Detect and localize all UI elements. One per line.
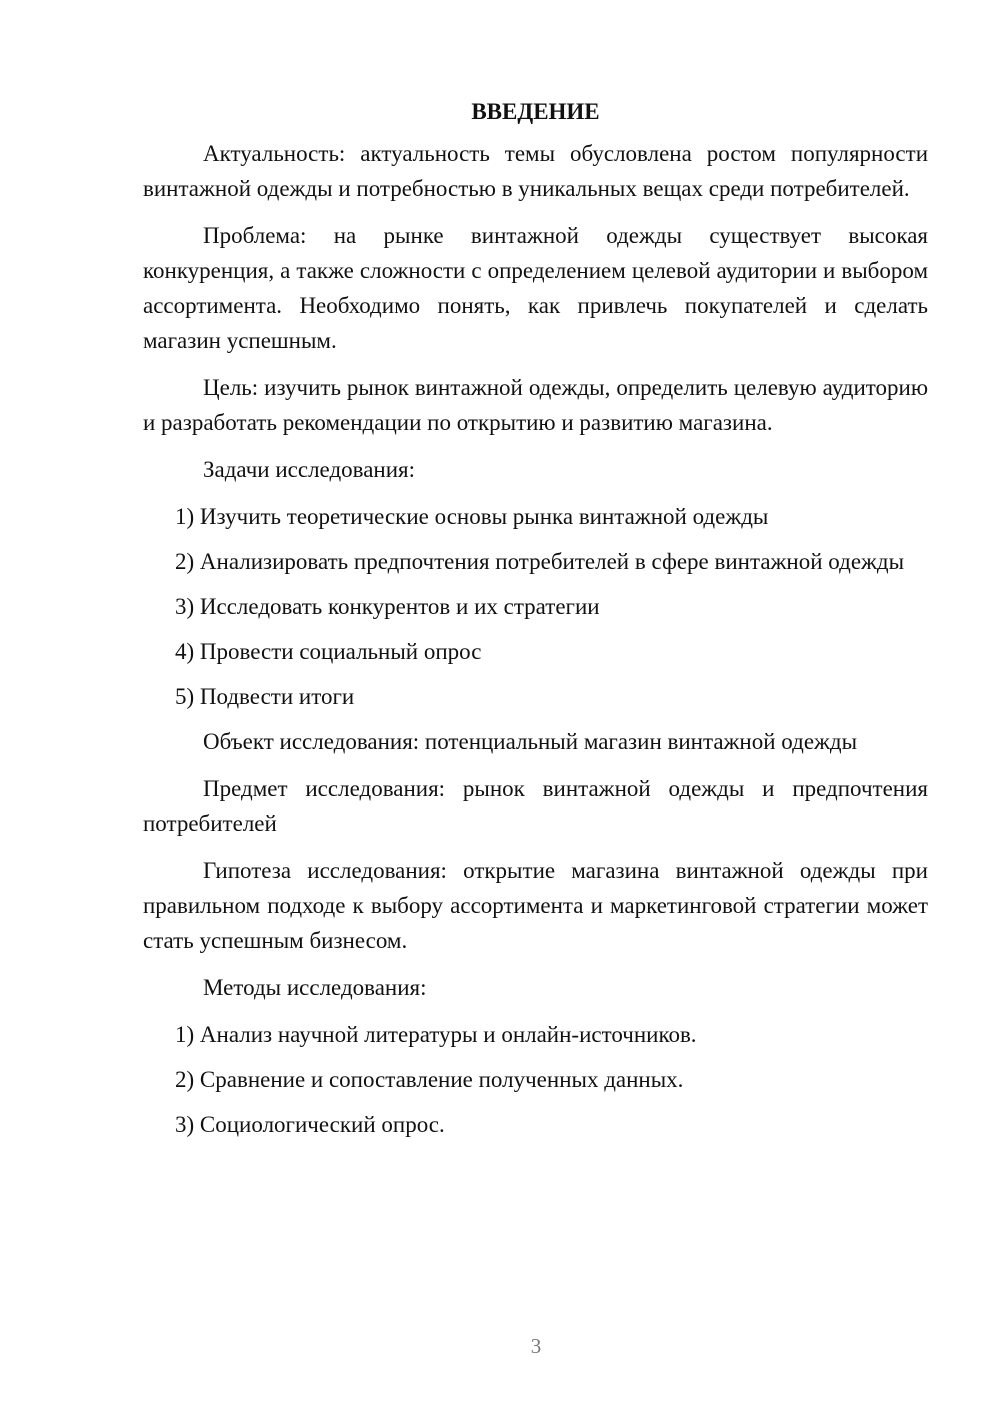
page-content: [143, 94, 928, 1152]
task-item: 2) Анализировать предпочтения потребителей в сфере винтажной одежды: [175, 549, 905, 574]
hypothesis-paragraph: Гипотеза исследования: открытие магазина винтажной одежды при правильном подходе к выбору ассортимента и маркетинговой стратегии может стать успешным бизнесом.: [143, 858, 928, 953]
research-object-paragraph: Объект исследования: потенциальный магазин винтажной одежды: [203, 729, 858, 754]
page-number: 3: [530, 1334, 542, 1358]
goal-paragraph: Цель: изучить рынок винтажной одежды, определить целевую аудиторию и разработать рекомендации по открытию и развитию магазина.: [143, 375, 928, 435]
section-title: ВВЕДЕНИЕ: [471, 99, 600, 124]
research-subject-paragraph: Предмет исследования: рынок винтажной одежды и предпочтения потребителей: [143, 776, 928, 836]
methods-heading: Методы исследования:: [203, 975, 427, 1000]
task-item: 5) Подвести итоги: [175, 684, 355, 709]
method-item: 1) Анализ научной литературы и онлайн-источников.: [175, 1022, 697, 1047]
problem-paragraph: Проблема: на рынке винтажной одежды существует высокая конкуренция, а также сложности с определением целевой аудитории и выбором ассортимента. Необходимо понять, как привлечь покупателей и сделать магазин успешным.: [143, 223, 928, 353]
method-item: 2) Сравнение и сопоставление полученных данных.: [175, 1067, 684, 1092]
task-item: 4) Провести социальный опрос: [175, 639, 482, 664]
task-item: 3) Исследовать конкурентов и их стратегии: [175, 594, 600, 619]
task-item: 1) Изучить теоретические основы рынка винтажной одежды: [175, 504, 769, 529]
method-item: 3) Социологический опрос.: [175, 1112, 445, 1137]
relevance-paragraph: Актуальность: актуальность темы обусловлена ростом популярности винтажной одежды и потребностью в уникальных вещах среди потребителей.: [143, 141, 928, 201]
tasks-heading: Задачи исследования:: [203, 457, 416, 482]
